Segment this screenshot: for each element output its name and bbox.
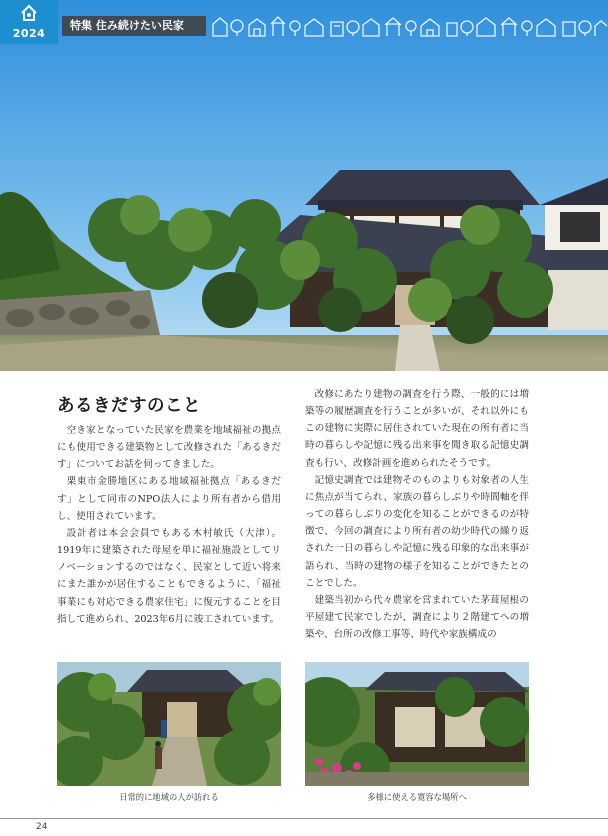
article-title: あるきだすのこと [57,396,201,416]
hero-house-photo [0,0,608,371]
entrance-photo [57,662,281,786]
year-badge [0,0,58,44]
feature-label: 特集 住み続けたい民家 [62,16,206,36]
paragraph: 建築当初から代々農家を営まれていた茅葺屋根の平屋建て民家でしたが、調査により２階建てへの増築や、台所の改修工事等、時代や家族構成の [305,594,529,641]
paragraph: 設計者は本会会員でもある木村敏氏（大津）。1919年に建築された母屋を単に福祉施設としてリノベーションするのではなく、民家として近い将来にまた誰かが居住することもできるように、「福祉事業にも対応できる農家住宅」に復元することを目指して進められ、2023年6月に竣工されています。 [57,527,281,625]
house-logo-icon [19,3,39,23]
article-left-column [57,422,281,628]
house-silhouette-strip-icon [209,14,608,38]
photo-caption: 日常的に地域の人が訪れる [119,792,219,802]
article-right-column [305,386,529,643]
page-number: 24 [36,822,48,832]
paragraph: 空き家となっていた民家を農業を地域福祉の拠点にも使用できる建築物として改修された「あるきだす」についてお話を伺ってきました。 [57,425,281,471]
paragraph: 栗東市金勝地区にある地域福祉拠点「あるきだす」として同市のNPO法人により所有者から借用し、使用されています。 [57,476,281,522]
photo-caption: 多様に使える寛容な場所へ [367,792,467,802]
paragraph: 改修にあたり建物の調査を行う際、一般的には増築等の履歴調査を行うことが多いが、それ以外にもこの建物に実際に居住されていた現在の所有者に当時の暮らしや記憶に残る出来事を聞き取る記憶史調査も行い、改修計画を進められたそうです。 [305,389,529,469]
garden-photo [305,662,529,786]
year-label: 2024 [12,27,46,40]
footer-divider [0,818,608,819]
paragraph: 記憶史調査では建物そのものよりも対象者の人生に焦点が当てられ、家族の暮らしぶりや時間軸を伴っての暮らしぶりの変化を知ることができるのが特徴で、今回の調査により所有者の幼少時代の繰り返された一日の暮らしや記憶に残る印象的な出来事が語られ、当時の建物の様子を知ることができたとのことでした。 [305,474,529,589]
